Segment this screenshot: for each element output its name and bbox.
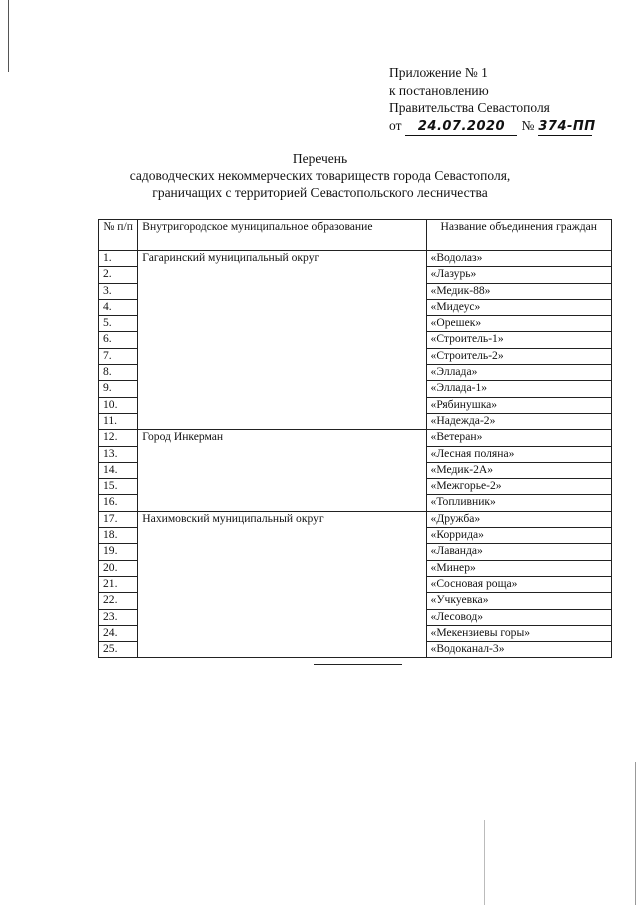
date-prefix: от: [389, 117, 402, 133]
title-line-2: садоводческих некоммерческих товариществ города Севастополя,: [129, 168, 511, 183]
number-field: [538, 117, 596, 137]
handwritten-number: 374-ПП: [538, 118, 596, 134]
appendix-line-3: Правительства Севастополя: [389, 100, 550, 115]
row-number: 22.: [99, 593, 138, 609]
row-number: 8.: [99, 365, 138, 381]
association-name: «Строитель-2»: [426, 348, 611, 364]
row-number: 5.: [99, 316, 138, 332]
table-row: [99, 430, 612, 446]
appendix-line-2: к постановлению: [389, 82, 489, 98]
appendix-date-line: [389, 117, 596, 137]
association-name: «Орешек»: [426, 316, 611, 332]
association-name: «Ветеран»: [426, 430, 611, 446]
row-number: 15.: [99, 479, 138, 495]
association-name: «Водолаз»: [426, 251, 611, 267]
row-number: 7.: [99, 348, 138, 364]
table-row: [99, 511, 612, 527]
row-number: 17.: [99, 511, 138, 527]
closing-line: [314, 664, 402, 665]
association-name: «Сосновая роща»: [426, 576, 611, 592]
row-number: 24.: [99, 625, 138, 641]
association-name: «Лаванда»: [426, 544, 611, 560]
row-number: 18.: [99, 528, 138, 544]
row-number: 21.: [99, 576, 138, 592]
title-line-3: граничащих с территорией Севастопольского лесничества: [152, 185, 488, 200]
row-number: 14.: [99, 462, 138, 478]
table-body: [99, 251, 612, 658]
municipality-cell: Город Инкерман: [138, 430, 426, 511]
municipality-cell: Гагаринский муниципальный округ: [138, 251, 426, 430]
gardening-associations-table: [98, 219, 612, 658]
association-name: «Лазурь»: [426, 267, 611, 283]
municipality-cell: Нахимовский муниципальный округ: [138, 511, 426, 658]
association-name: «Рябинушка»: [426, 397, 611, 413]
header-association-name: Название объединения граждан: [426, 220, 611, 251]
association-name: «Эллада»: [426, 365, 611, 381]
row-number: 4.: [99, 299, 138, 315]
row-number: 16.: [99, 495, 138, 511]
association-name: «Эллада-1»: [426, 381, 611, 397]
row-number: 10.: [99, 397, 138, 413]
scan-artifact-line: [484, 820, 485, 905]
association-name: «Строитель-1»: [426, 332, 611, 348]
association-name: «Мидеус»: [426, 299, 611, 315]
association-name: «Коррида»: [426, 528, 611, 544]
association-name: «Медик-2А»: [426, 462, 611, 478]
scan-edge-line: [635, 762, 636, 905]
association-name: «Учкуевка»: [426, 593, 611, 609]
row-number: 25.: [99, 642, 138, 658]
header-municipality: Внутригородское муниципальное образование: [138, 220, 426, 251]
title-line-1: Перечень: [292, 151, 348, 166]
association-name: «Дружба»: [426, 511, 611, 527]
row-number: 9.: [99, 381, 138, 397]
row-number: 20.: [99, 560, 138, 576]
row-number: 19.: [99, 544, 138, 560]
row-number: 11.: [99, 413, 138, 429]
document-title: [90, 150, 550, 201]
row-number: 3.: [99, 283, 138, 299]
table-row: [99, 251, 612, 267]
association-name: «Надежда-2»: [426, 413, 611, 429]
association-name: «Медик-88»: [426, 283, 611, 299]
association-name: «Минер»: [426, 560, 611, 576]
association-name: «Лесовод»: [426, 609, 611, 625]
appendix-line-1: Приложение № 1: [389, 65, 488, 80]
association-name: «Топливник»: [426, 495, 611, 511]
row-number: 12.: [99, 430, 138, 446]
scan-edge-line: [8, 0, 9, 72]
association-name: «Лесная поляна»: [426, 446, 611, 462]
row-number: 6.: [99, 332, 138, 348]
association-name: «Межгорье-2»: [426, 479, 611, 495]
appendix-header: [389, 64, 596, 136]
header-number: № п/п: [99, 220, 138, 251]
row-number: 13.: [99, 446, 138, 462]
association-name: «Водоканал-3»: [426, 642, 611, 658]
number-prefix: №: [521, 117, 535, 133]
handwritten-date: 24.07.2020: [417, 118, 506, 134]
row-number: 2.: [99, 267, 138, 283]
table-header-row: [99, 220, 612, 251]
row-number: 23.: [99, 609, 138, 625]
association-name: «Мекензиевы горы»: [426, 625, 611, 641]
date-field: [405, 117, 517, 137]
row-number: 1.: [99, 251, 138, 267]
